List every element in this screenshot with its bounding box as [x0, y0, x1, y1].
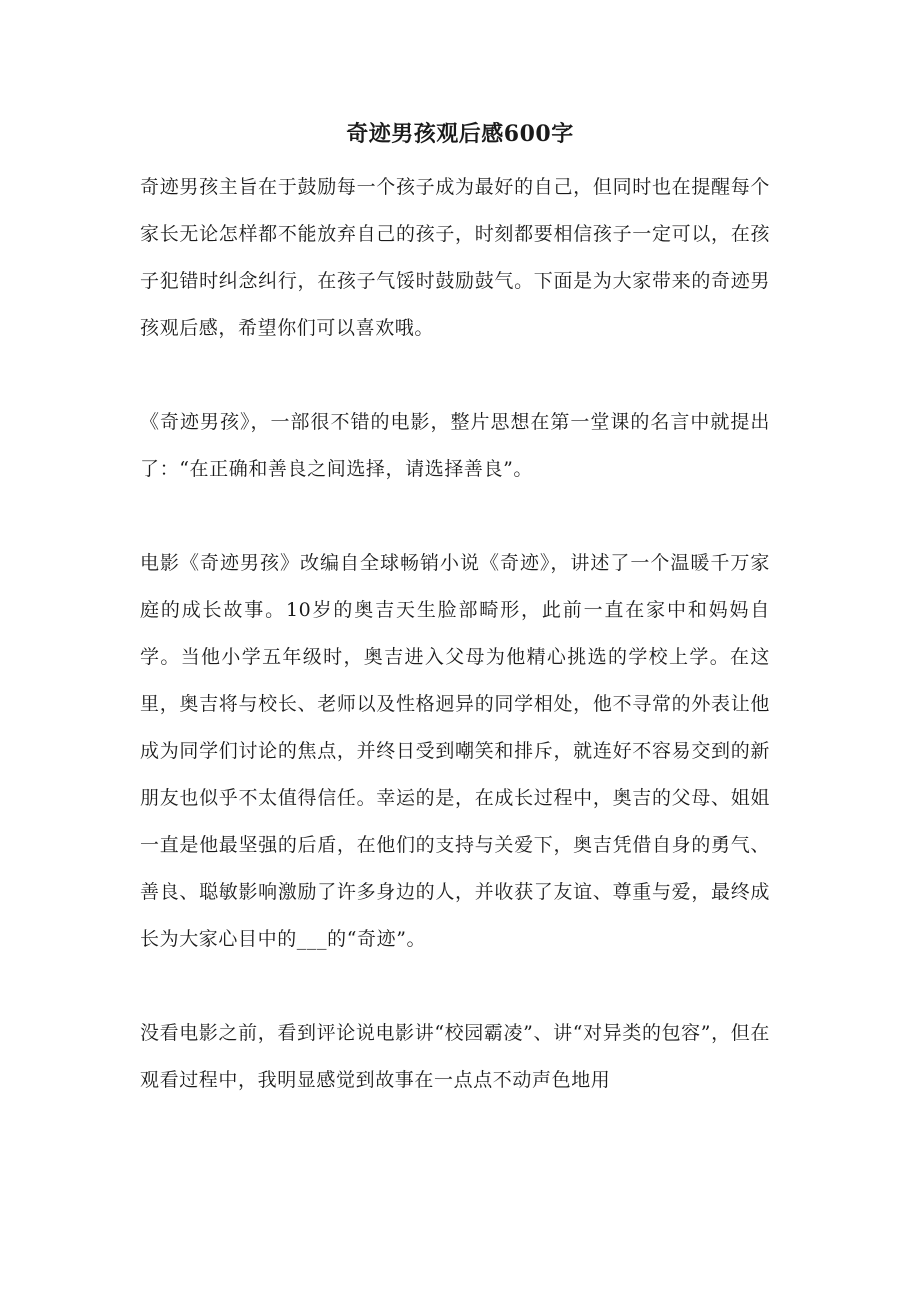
paragraph-story: 电影《奇迹男孩》改编自全球畅销小说《奇迹》，讲述了一个温暖千万家庭的成长故事。10岁的奥吉天生脸部畸形，此前一直在家中和妈妈自学。当他小学五年级时，奥吉进入父母为他精心挑选的学校上学。在这里，奥吉将与校长、老师以及性格迥异的同学相处，他不寻常的外表让他成为同学们讨论的焦点，并终日受到嘲笑和排斥，就连好不容易交到的新朋友也似乎不太值得信任。幸运的是，在成长过程中，奥吉的父母、姐姐一直是他最坚强的后盾，在他们的支持与关爱下，奥吉凭借自身的勇气、善良、聪敏影响激励了许多身边的人，并收获了友谊、尊重与爱，最终成长为大家心目中的___的“奇迹”。 — [140, 552, 770, 950]
paragraph-reflection: 没看电影之前，看到评论说电影讲“校园霸凌”、讲“对异类的包容”，但在观看过程中，我明显感觉到故事在一点点不动声色地用 — [140, 1022, 770, 1091]
paragraph-quote: 《奇迹男孩》，一部很不错的电影，整片思想在第一堂课的名言中就提出了：“在正确和善良之间选择，请选择善良”。 — [140, 411, 770, 480]
document-body — [140, 164, 770, 1104]
paragraph-intro: 奇迹男孩主旨在于鼓励每一个孩子成为最好的自己，但同时也在提醒每个家长无论怎样都不能放弃自己的孩子，时刻都要相信孩子一定可以，在孩子犯错时纠念纠行，在孩子气馁时鼓励鼓气。下面是为大家带来的奇迹男孩观后感，希望你们可以喜欢哦。 — [140, 176, 770, 339]
document-title: 奇迹男孩观后感600字 — [346, 121, 574, 147]
paragraph-spacer — [140, 963, 770, 1010]
paragraph-spacer — [140, 352, 770, 399]
paragraph-spacer — [140, 493, 770, 540]
